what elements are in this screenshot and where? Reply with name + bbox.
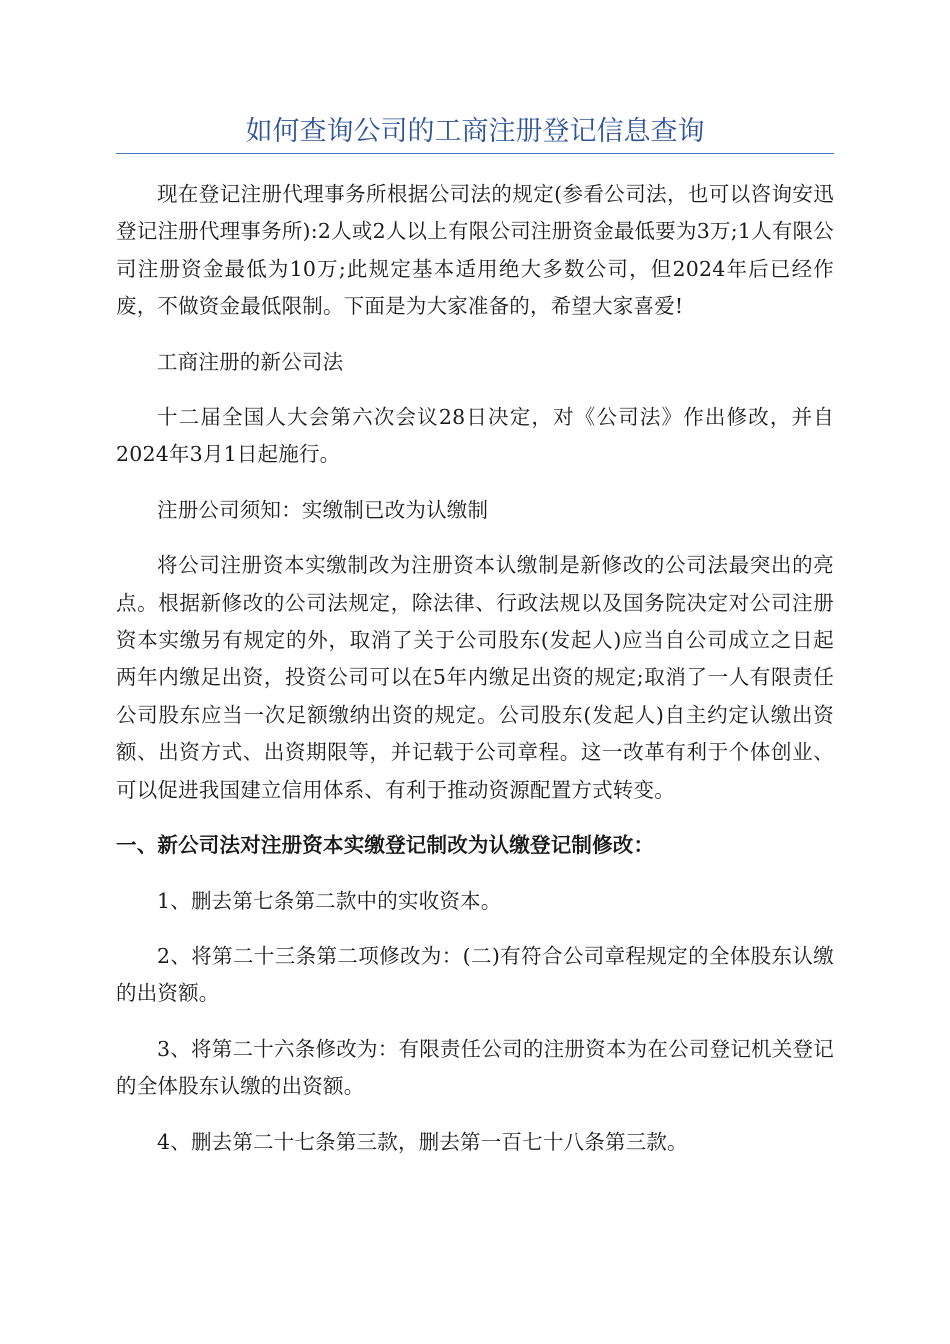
list-item: 3、将第二十六条修改为：有限责任公司的注册资本为在公司登记机关登记的全体股东认缴的出资额。 [116, 1036, 834, 1099]
subheading-notice: 注册公司须知：实缴制已改为认缴制 [157, 497, 489, 522]
document-body [116, 176, 834, 1179]
intro-paragraph: 现在登记注册代理事务所根据公司法的规定(参看公司法，也可以咨询安迅登记注册代理事务所):2人或2人以上有限公司注册资金最低要为3万;1人有限公司注册资金最低为10万;此规定基本适用绝大多数公司，但2024年后已经作废，不做资金最低限制。下面是为大家准备的，希望大家喜爱! [116, 182, 834, 319]
document-title: 如何查询公司的工商注册登记信息查询 [245, 116, 705, 147]
list-item: 4、删去第二十七条第三款，删去第一百七十八条第三款。 [157, 1129, 688, 1154]
amendment-paragraph: 十二届全国人大会第六次会议28日决定，对《公司法》作出修改，并自2024年3月1日起施行。 [116, 405, 834, 467]
list-item: 2、将第二十三条第二项修改为：(二)有符合公司章程规定的全体股东认缴的出资额。 [116, 943, 834, 1006]
title-underline [116, 153, 834, 154]
reform-paragraph: 将公司注册资本实缴制改为注册资本认缴制是新修改的公司法最突出的亮点。根据新修改的公司法规定，除法律、行政法规以及国务院决定对公司注册资本实缴另有规定的外，取消了关于公司股东(发起人)应当自公司成立之日起两年内缴足出资，投资公司可以在5年内缴足出资的规定;取消了一人有限责任公司股东应当一次足额缴纳出资的规定。公司股东(发起人)自主约定认缴出资额、出资方式、出资期限等，并记载于公司章程。这一改革有利于个体创业、可以促进我国建立信用体系、有利于推动资源配置方式转变。 [116, 553, 834, 802]
subheading-new-company-law: 工商注册的新公司法 [157, 349, 344, 374]
section-heading: 一、新公司法对注册资本实缴登记制改为认缴登记制修改： [116, 833, 655, 858]
list-item: 1、删去第七条第二款中的实收资本。 [157, 888, 502, 913]
